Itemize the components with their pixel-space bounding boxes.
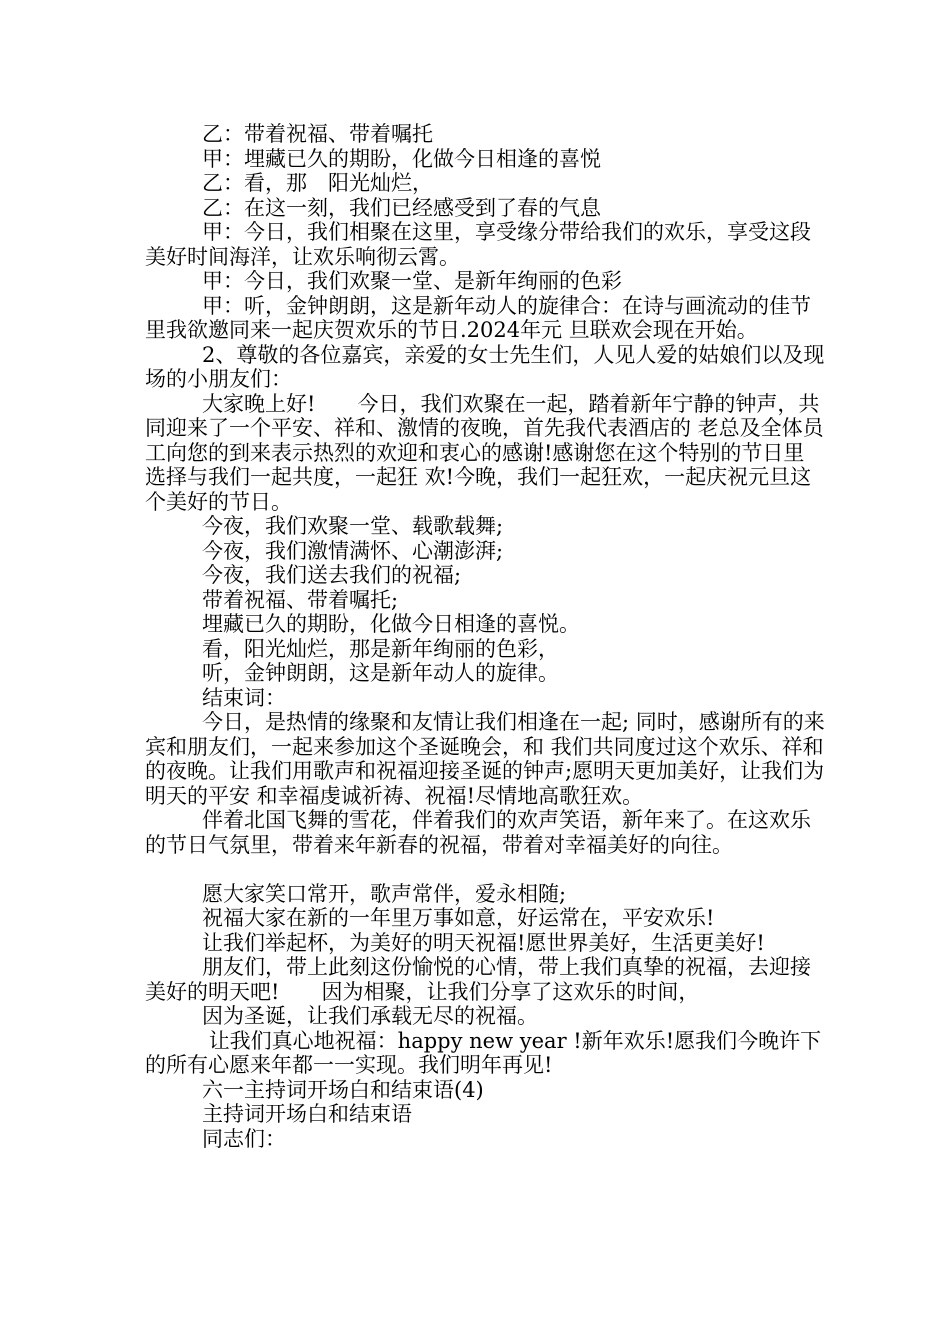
- paragraph: 六一主持词开场白和结束语(4): [202, 1077, 484, 1102]
- document-body: [145, 122, 825, 1151]
- paragraph: 今夜，我们激情满怀、心潮澎湃;: [202, 538, 504, 563]
- paragraph: 听，金钟朗朗，这是新年动人的旋律。: [202, 661, 559, 685]
- paragraph: 甲：听，金钟朗朗，这是新年动人的旋律合：在诗与画流动的佳节里我欲邀同来一起庆贺欢乐的节日.2024年元 旦联欢会现在开始。: [145, 293, 811, 342]
- paragraph: 祝福大家在新的一年里万事如意，好运常在，平安欢乐!: [202, 906, 715, 930]
- paragraph: 乙：看，那 阳光灿烂，: [202, 171, 433, 195]
- paragraph: 因为圣诞，让我们承载无尽的祝福。: [202, 1004, 538, 1028]
- paragraph: 甲：今日，我们欢聚一堂、是新年绚丽的色彩: [202, 269, 622, 293]
- paragraph: 朋友们，带上此刻这份愉悦的心情，带上我们真挚的祝福，去迎接美好的明天吧! 因为相聚，让我们分享了这欢乐的时间，: [145, 955, 811, 1004]
- paragraph: 乙：带着祝福、带着嘱托: [202, 122, 433, 146]
- paragraph: 同志们：: [202, 1126, 286, 1151]
- paragraph: 2、尊敬的各位嘉宾，亲爱的女士先生们，人见人爱的姑娘们以及现场的小朋友们：: [145, 342, 825, 391]
- paragraph: 伴着北国飞舞的雪花，伴着我们的欢声笑语，新年来了。在这欢乐的节日气氛里，带着来年新春的祝福，带着对幸福美好的向往。: [145, 808, 811, 857]
- paragraph: 今夜，我们欢聚一堂、载歌载舞;: [202, 514, 504, 538]
- paragraph: 结束词：: [202, 685, 286, 710]
- paragraph: 愿大家笑口常开，歌声常伴，爱永相随;: [202, 881, 567, 906]
- paragraph: 乙：在这一刻，我们已经感受到了春的气息: [202, 195, 601, 220]
- paragraph: 埋藏已久的期盼，化做今日相逢的喜悦。: [202, 612, 580, 636]
- paragraph: 大家晚上好! 今日，我们欢聚在一起，踏着新年宁静的钟声，共同迎来了一个平安、祥和、激情的夜晚，首先我代表酒店的 老总及全体员工向您的到来表示热烈的欢迎和衷心的感谢!感谢您在这个特别的节日里选择与我们一起共度，一起狂 欢!今晚，我们一起狂欢，一起庆祝元旦这个美好的节日。: [145, 391, 824, 514]
- paragraph: 看，阳光灿烂，那是新年绚丽的色彩，: [202, 636, 559, 661]
- paragraph: 让我们真心地祝福：happy new year !新年欢乐!愿我们今晚许下的所有心愿来年都一一实现。我们明年再见!: [145, 1028, 822, 1077]
- blank-line: [145, 857, 825, 882]
- paragraph: 让我们举起杯，为美好的明天祝福!愿世界美好，生活更美好!: [202, 930, 765, 955]
- paragraph: 今日，是热情的缘聚和友情让我们相逢在一起; 同时，感谢所有的来宾和朋友们，一起来参加这个圣诞晚会，和 我们共同度过这个欢乐、祥和的夜晚。让我们用歌声和祝福迎接圣诞的钟声;愿明天更加美好，让我们为明天的平安 和幸福虔诚祈祷、祝福!尽情地高歌狂欢。: [145, 710, 825, 808]
- paragraph: 带着祝福、带着嘱托;: [202, 587, 399, 612]
- paragraph: 今夜，我们送去我们的祝福;: [202, 563, 462, 587]
- paragraph: 甲：今日，我们相聚在这里，享受缘分带给我们的欢乐，享受这段美好时间海洋，让欢乐响彻云霄。: [145, 220, 811, 269]
- paragraph: 甲：埋藏已久的期盼，化做今日相逢的喜悦: [202, 146, 601, 171]
- paragraph: 主持词开场白和结束语: [202, 1102, 412, 1126]
